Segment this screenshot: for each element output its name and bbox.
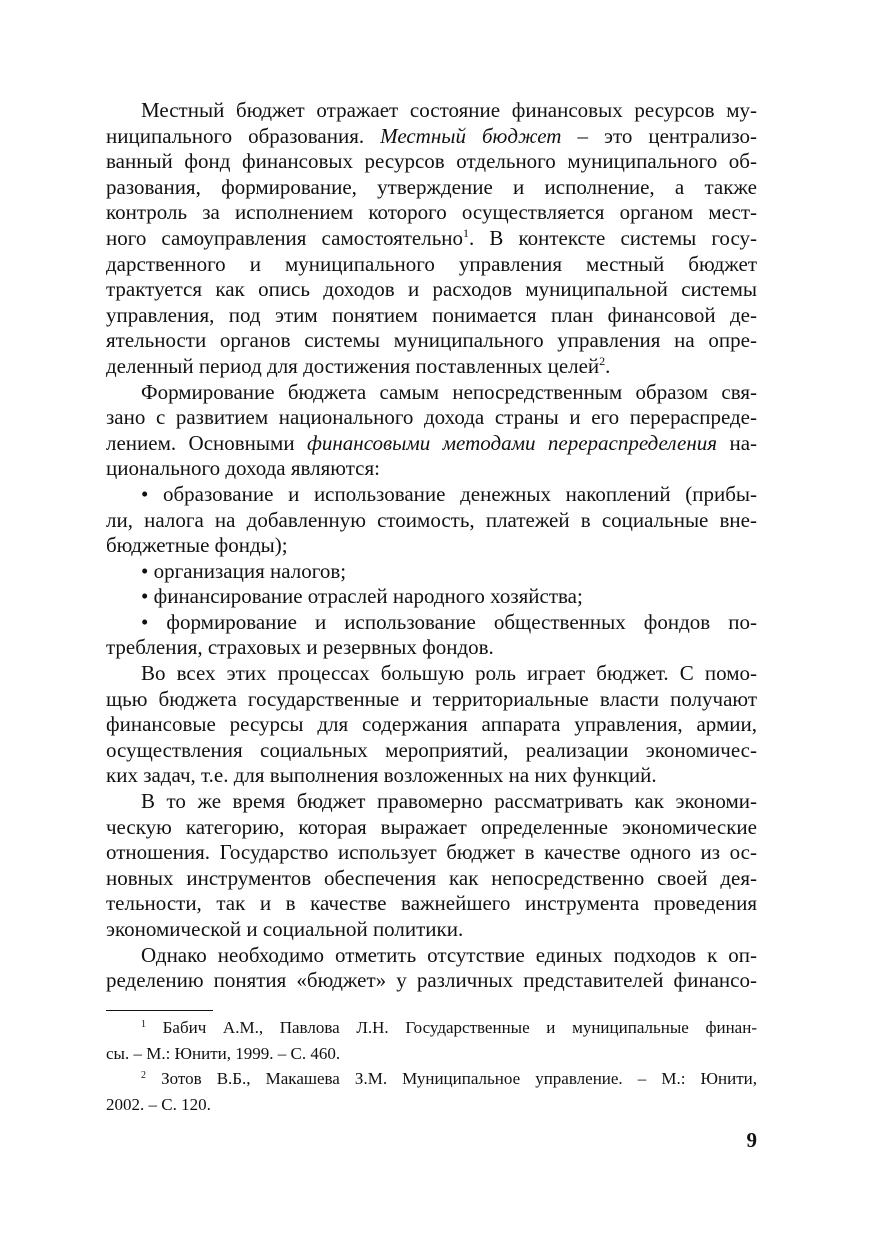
list-item: • образование и использование денежных накоплений (прибы- xyxy=(141,481,757,506)
footnote-ref: 2 xyxy=(599,353,606,368)
text-line: ного самоуправления самостоятельно$^1$. В контексте системы госу- xyxy=(106,225,757,250)
emphasis-term: финансовыми методами перераспределения xyxy=(306,430,718,455)
text-line: зано с развитием национального дохода страны и его перераспреде- xyxy=(106,405,757,430)
text-line: Местный бюджет отражает состояние финансовых ресурсов му- xyxy=(141,98,757,122)
text-line: ческую категорию, которая выражает определенные экономические xyxy=(106,814,757,839)
emphasis-term: Местный бюджет xyxy=(380,123,562,148)
footnote-ref: 1 xyxy=(463,225,470,240)
text-line: ятельности органов системы муниципального управления на опре- xyxy=(106,328,757,353)
footnote-2-continued: 2002. – С. 120. xyxy=(106,1094,211,1114)
text-line: тельности, так и в качестве важнейшего инструмента проведения xyxy=(106,891,757,916)
text-line: Формирование бюджета самым непосредственным образом свя- xyxy=(141,379,757,404)
text-line: деленный период для достижения поставленных целей$^2$. xyxy=(106,353,611,378)
footnote-1-continued: сы. – М.: Юнити, 1999. – С. 460. xyxy=(106,1043,341,1063)
text-line: контроль за исполнением которого осуществляется органом мест- xyxy=(106,200,757,225)
text-line: ционального дохода являются: xyxy=(106,456,380,481)
text-line: управления, под этим понятием понимается план финансовой де- xyxy=(106,302,757,327)
text-line: ли, налога на добавленную стоимость, платежей в социальные вне- xyxy=(106,507,757,532)
text-line: финансовые ресурсы для содержания аппарата управления, армии, xyxy=(106,712,757,737)
main-text xyxy=(106,98,757,994)
text-line: лением. Основными финансовыми методами перераспределения на- xyxy=(106,430,758,455)
footnote-divider xyxy=(106,1010,213,1011)
text-line: разования, формирование, утверждение и исполнение, а также xyxy=(106,174,757,199)
text-line: Во всех этих процессах большую роль играет бюджет. С помо- xyxy=(141,661,757,686)
text-line: осуществления социальных мероприятий, реализации экономичес- xyxy=(106,737,757,762)
text-line: дарственного и муниципального управления местный бюджет xyxy=(106,251,757,276)
text-line: бюджетные фонды); xyxy=(106,533,288,558)
text-line: ких задач, т.е. для выполнения возложенных на них функций. xyxy=(106,763,657,788)
text-line: ниципального образования. Местный бюджет – это централизо- xyxy=(106,123,757,148)
footnotes xyxy=(106,1017,757,1119)
text-line: ванный фонд финансовых ресурсов отдельного муниципального об- xyxy=(106,149,757,174)
text-line: новных инструментов обеспечения как непосредственно своей дея- xyxy=(106,865,757,890)
text-line: В то же время бюджет правомерно рассматривать как экономи- xyxy=(141,789,757,814)
list-item: • финансирование отраслей народного хозяйства; xyxy=(141,584,583,609)
text-line: экономической и социальной политики. xyxy=(106,917,464,941)
page-number: 9 xyxy=(746,1128,757,1152)
text-line: Однако необходимо отметить отсутствие единых подходов к оп- xyxy=(141,942,757,967)
text-line: отношения. Государство использует бюджет в качестве одного из ос- xyxy=(106,840,757,865)
text-line: требления, страховых и резервных фондов. xyxy=(106,635,494,660)
list-item: • организация налогов; xyxy=(141,558,347,583)
text-line: ределению понятия «бюджет» у различных представителей финансо- xyxy=(106,968,757,993)
text-line: трактуется как опись доходов и расходов муниципальной системы xyxy=(106,277,757,302)
footnote-2: $^2$ Зотов В.Б., Макашева З.М. Муниципальное управление. – М.: Юнити, xyxy=(141,1069,757,1089)
footnote-1: $^1$ Бабич А.М., Павлова Л.Н. Государственные и муниципальные финан- xyxy=(141,1018,757,1037)
list-item: • формирование и использование общественных фондов по- xyxy=(141,609,757,634)
text-line: щью бюджета государственные и территориальные власти получают xyxy=(106,686,757,711)
